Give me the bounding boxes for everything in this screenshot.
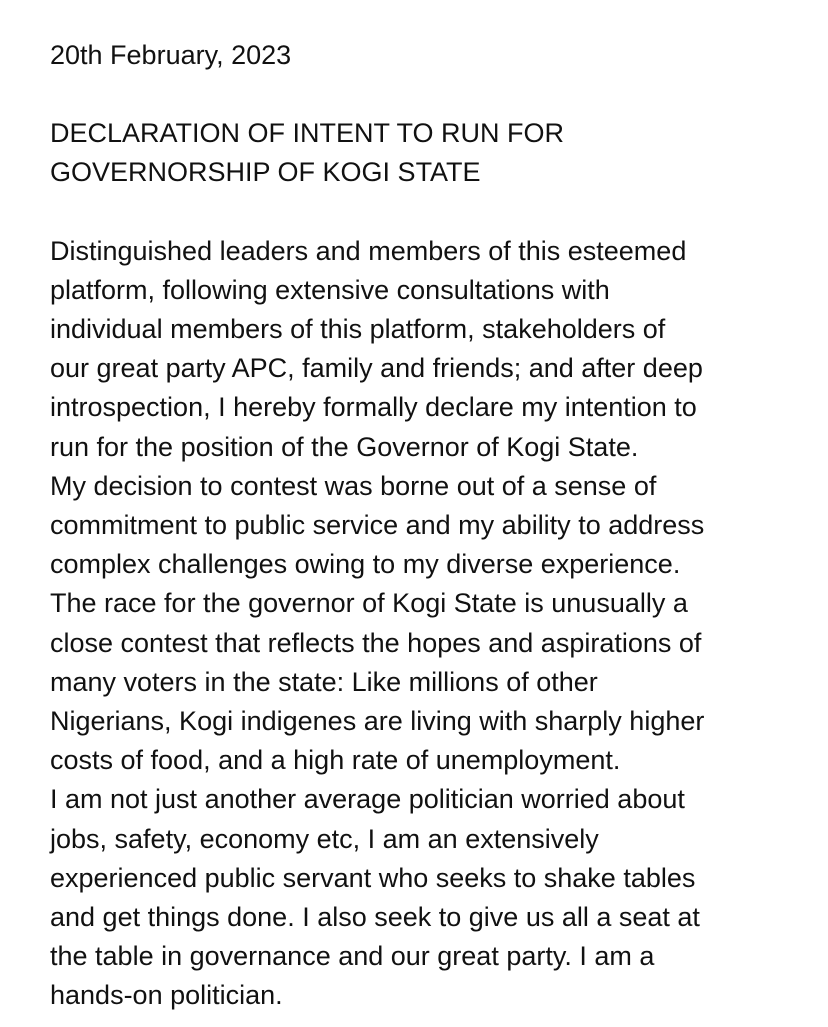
body-line: platform, following extensive consultations with — [50, 274, 610, 305]
body-line: the table in governance and our great party. I am a — [50, 941, 655, 972]
body-line: hands-on politician. — [50, 980, 283, 1011]
body-line: Distinguished leaders and members of this esteemed — [50, 235, 687, 266]
body-line: costs of food, and a high rate of unemployment. — [50, 745, 621, 776]
document-body — [50, 232, 810, 1016]
body-line: I am not just another average politician worried about — [50, 784, 685, 815]
body-line: our great party APC, family and friends; and after deep — [50, 353, 703, 384]
body-line: many voters in the state: Like millions of other — [50, 666, 598, 697]
body-line: Nigerians, Kogi indigenes are living with sharply higher — [50, 706, 705, 737]
body-line: and get things done. I also seek to give us all a seat at — [50, 902, 700, 933]
document-date: 20th February, 2023 — [50, 40, 292, 70]
heading-line: GOVERNORSHIP OF KOGI STATE — [50, 157, 481, 188]
body-line: commitment to public service and my ability to address — [50, 510, 705, 541]
body-line: run for the position of the Governor of Kogi State. — [50, 431, 639, 462]
body-line: experienced public servant who seeks to shake tables — [50, 862, 696, 893]
body-line: individual members of this platform, stakeholders of — [50, 314, 666, 345]
body-line: My decision to contest was borne out of a sense of — [50, 470, 657, 501]
document — [50, 36, 810, 1016]
document-heading — [50, 114, 810, 192]
body-line: introspection, I hereby formally declare my intention to — [50, 392, 697, 423]
body-line: close contest that reflects the hopes and aspirations of — [50, 627, 702, 658]
body-line: complex challenges owing to my diverse experience. — [50, 549, 681, 580]
heading-line: DECLARATION OF INTENT TO RUN FOR — [50, 118, 565, 149]
body-line: jobs, safety, economy etc, I am an extensively — [50, 823, 599, 854]
body-line: The race for the governor of Kogi State is unusually a — [50, 588, 688, 619]
